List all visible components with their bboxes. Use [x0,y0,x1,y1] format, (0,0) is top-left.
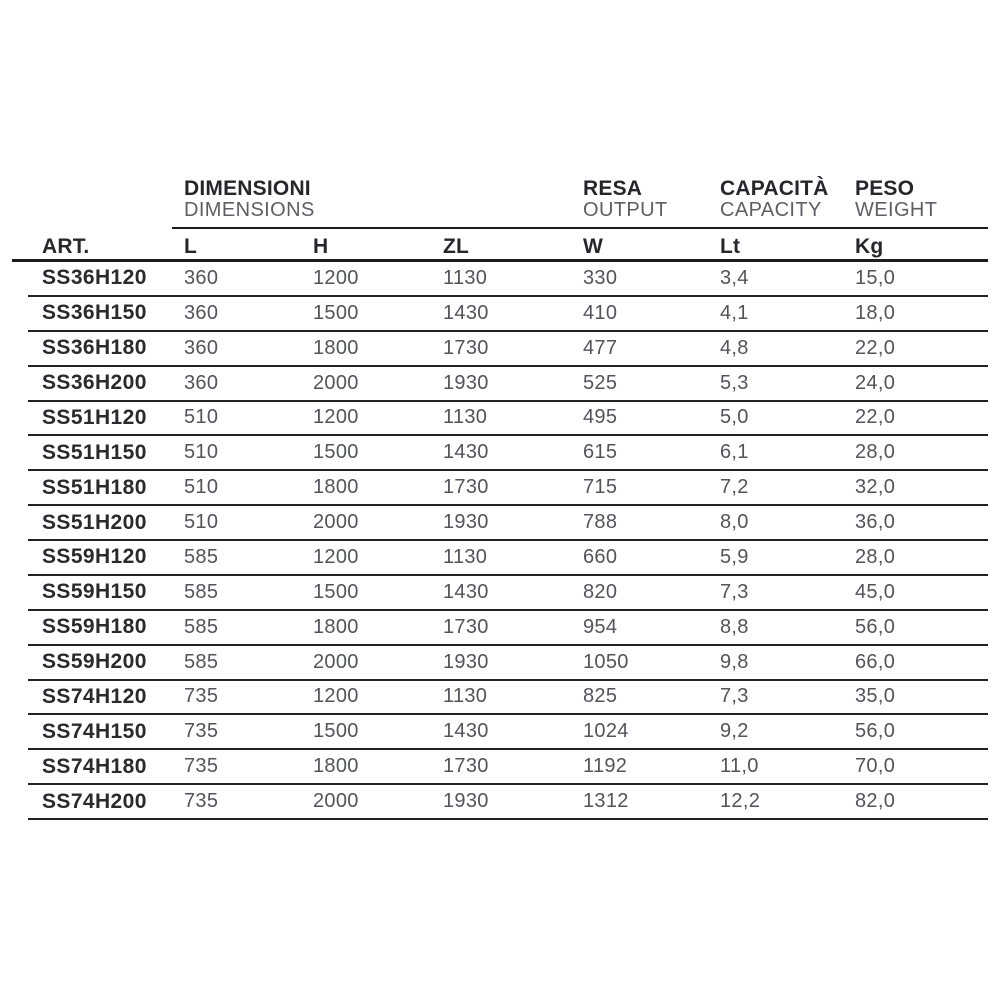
cell-length: 735 [184,685,219,708]
cell-length: 510 [184,511,219,534]
cell-weight: 22,0 [855,406,896,429]
cell-length: 585 [184,545,219,568]
table-row [28,332,988,367]
cell-weight: 66,0 [855,650,896,673]
table-row [28,297,988,332]
cell-length: 585 [184,580,219,603]
cell-length: 510 [184,476,219,499]
cell-weight: 56,0 [855,720,896,743]
cell-weight: 82,0 [855,790,896,813]
cell-height: 1500 [313,441,359,464]
column-header-kg: Kg [855,234,884,258]
cell-length: 735 [184,720,219,743]
cell-capacity: 5,9 [720,545,749,568]
cell-weight: 22,0 [855,336,896,359]
cell-capacity: 9,8 [720,650,749,673]
cell-capacity: 3,4 [720,266,749,289]
cell-zl: 1930 [443,790,489,813]
group-title-peso: PESO [855,177,915,200]
cell-capacity: 7,3 [720,580,749,603]
group-title-capacita: CAPACITÀ [720,177,829,200]
cell-art-code: SS36H120 [42,266,147,290]
cell-zl: 1430 [443,441,489,464]
cell-art-code: SS74H150 [42,719,147,743]
cell-weight: 70,0 [855,755,896,778]
cell-capacity: 9,2 [720,720,749,743]
cell-zl: 1730 [443,476,489,499]
table-row [28,785,988,820]
cell-art-code: SS59H200 [42,650,147,674]
cell-weight: 45,0 [855,580,896,603]
cell-output-w: 825 [583,685,618,708]
cell-height: 2000 [313,371,359,394]
cell-height: 1500 [313,720,359,743]
cell-capacity: 5,0 [720,406,749,429]
cell-output-w: 525 [583,371,618,394]
table-row [28,576,988,611]
cell-output-w: 330 [583,266,618,289]
cell-length: 360 [184,336,219,359]
cell-art-code: SS51H200 [42,510,147,534]
cell-length: 735 [184,790,219,813]
cell-art-code: SS36H180 [42,336,147,360]
cell-zl: 1430 [443,580,489,603]
cell-weight: 56,0 [855,615,896,638]
cell-weight: 35,0 [855,685,896,708]
cell-output-w: 954 [583,615,618,638]
cell-weight: 28,0 [855,545,896,568]
cell-output-w: 1312 [583,790,629,813]
table-row [28,750,988,785]
table-body [28,262,988,820]
cell-length: 360 [184,371,219,394]
cell-output-w: 1024 [583,720,629,743]
column-header-zl: ZL [443,234,470,258]
table-row [28,681,988,716]
cell-art-code: SS59H180 [42,615,147,639]
column-group-header [12,178,988,227]
column-header-l: L [184,234,198,258]
cell-art-code: SS74H120 [42,684,147,708]
column-group-dimensions [184,178,315,221]
cell-capacity: 5,3 [720,371,749,394]
cell-output-w: 477 [583,336,618,359]
cell-capacity: 8,0 [720,511,749,534]
column-group-output [583,178,668,221]
group-title-dimensioni: DIMENSIONI [184,177,311,200]
cell-art-code: SS59H150 [42,580,147,604]
table-row [28,611,988,646]
cell-height: 1200 [313,266,359,289]
cell-zl: 1130 [443,685,488,708]
cell-length: 735 [184,755,219,778]
cell-length: 360 [184,301,219,324]
cell-height: 1200 [313,406,359,429]
cell-height: 1800 [313,336,359,359]
cell-weight: 28,0 [855,441,896,464]
column-group-capacity [720,178,829,221]
cell-zl: 1730 [443,755,489,778]
cell-zl: 1130 [443,406,488,429]
cell-length: 585 [184,650,219,673]
cell-zl: 1130 [443,545,488,568]
cell-art-code: SS74H180 [42,754,147,778]
cell-art-code: SS59H120 [42,545,147,569]
cell-capacity: 11,0 [720,755,759,778]
cell-output-w: 715 [583,476,618,499]
table-row [28,402,988,437]
cell-output-w: 495 [583,406,618,429]
cell-capacity: 8,8 [720,615,749,638]
cell-capacity: 7,3 [720,685,749,708]
column-header-art: ART. [42,234,90,258]
cell-height: 1800 [313,476,359,499]
cell-output-w: 1050 [583,650,629,673]
cell-output-w: 660 [583,545,618,568]
cell-capacity: 4,8 [720,336,749,359]
cell-capacity: 4,1 [720,301,749,324]
cell-art-code: SS36H150 [42,301,147,325]
cell-capacity: 7,2 [720,476,749,499]
cell-art-code: SS51H180 [42,475,147,499]
table-row [28,367,988,402]
table-row [28,436,988,471]
cell-output-w: 788 [583,511,618,534]
cell-height: 2000 [313,511,359,534]
table-row [28,262,988,297]
cell-length: 510 [184,406,219,429]
cell-height: 1800 [313,615,359,638]
cell-zl: 1730 [443,615,489,638]
cell-art-code: SS51H120 [42,405,147,429]
group-subtitle-dimensions: DIMENSIONS [184,199,315,221]
cell-art-code: SS51H150 [42,440,147,464]
cell-weight: 32,0 [855,476,896,499]
column-group-weight [855,178,937,221]
cell-height: 2000 [313,650,359,673]
column-header-h: H [313,234,329,258]
cell-height: 1200 [313,685,359,708]
cell-length: 360 [184,266,219,289]
column-header-row [12,229,988,262]
cell-height: 1200 [313,545,359,568]
cell-length: 510 [184,441,219,464]
cell-height: 1500 [313,301,359,324]
cell-zl: 1430 [443,301,489,324]
cell-output-w: 410 [583,301,618,324]
cell-zl: 1930 [443,371,489,394]
group-title-resa: RESA [583,177,643,200]
spec-table [12,165,988,825]
cell-output-w: 820 [583,580,618,603]
table-row [28,471,988,506]
cell-length: 585 [184,615,219,638]
cell-art-code: SS36H200 [42,371,147,395]
group-subtitle-output: OUTPUT [583,199,668,221]
cell-zl: 1930 [443,511,489,534]
table-row [28,715,988,750]
cell-zl: 1430 [443,720,489,743]
cell-zl: 1930 [443,650,489,673]
cell-weight: 15,0 [855,266,896,289]
cell-capacity: 12,2 [720,790,761,813]
table-row [28,646,988,681]
cell-weight: 36,0 [855,511,896,534]
column-header-w: W [583,234,604,258]
column-header-lt: Lt [720,234,741,258]
group-subtitle-weight: WEIGHT [855,199,938,221]
cell-weight: 24,0 [855,371,896,394]
cell-weight: 18,0 [855,301,896,324]
cell-output-w: 1192 [583,755,628,778]
cell-height: 2000 [313,790,359,813]
table-row [28,541,988,576]
cell-output-w: 615 [583,441,618,464]
cell-zl: 1730 [443,336,489,359]
cell-height: 1500 [313,580,359,603]
table-row [28,506,988,541]
group-subtitle-capacity: CAPACITY [720,199,822,221]
cell-height: 1800 [313,755,359,778]
cell-zl: 1130 [443,266,488,289]
cell-capacity: 6,1 [720,441,749,464]
cell-art-code: SS74H200 [42,789,147,813]
